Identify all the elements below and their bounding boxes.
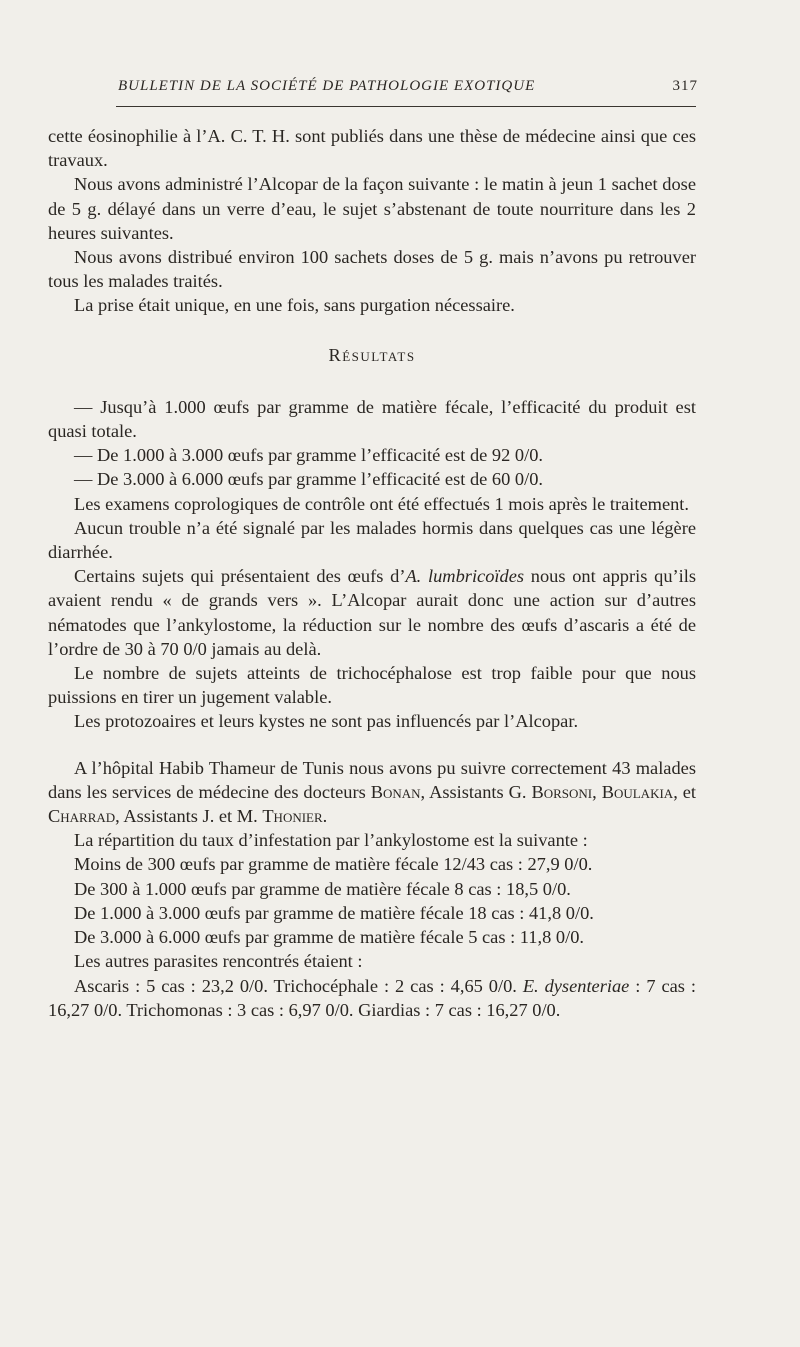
species-name: A. lumbricoïdes bbox=[405, 566, 525, 587]
text-run: : 7 cas : 16,27 0/0. Trichomonas : 3 cas : 6,97 0/0. Giardias : 7 cas : 16,27 0/0. bbox=[48, 975, 696, 1020]
species-name: E. dysenteriae bbox=[522, 975, 630, 996]
paragraph: Le nombre de sujets atteints de trichocéphalose est trop faible pour que nous puissions en tirer un jugement valable. bbox=[48, 663, 696, 708]
result-item: — De 1.000 à 3.000 œufs par gramme l’efficacité est de 92 0/0. bbox=[74, 445, 543, 466]
paragraph: La prise était unique, en une fois, sans purgation nécessaire. bbox=[74, 295, 515, 316]
paragraph: cette éosinophilie à l’A. C. T. H. sont publiés dans une thèse de médecine ainsi que ces travaux. bbox=[48, 126, 696, 171]
person-name: Borsoni bbox=[531, 781, 593, 802]
paragraph bbox=[48, 756, 696, 829]
result-item: — Jusqu’à 1.000 œufs par gramme de matière fécale, l’efficacité du produit est quasi totale. bbox=[48, 396, 696, 442]
page-number: 317 bbox=[672, 78, 698, 94]
distribution-item: De 3.000 à 6.000 œufs par gramme de matière fécale 5 cas : 11,8 0/0. bbox=[74, 927, 584, 948]
paragraph bbox=[48, 974, 696, 1022]
paragraph: Les autres parasites rencontrés étaient : bbox=[74, 951, 363, 972]
paragraph: Les protozoaires et leurs kystes ne sont pas influencés par l’Alcopar. bbox=[74, 711, 579, 732]
section-heading: Résultats bbox=[328, 344, 416, 365]
text-run: A l’hôpital Habib Thameur de Tunis nous avons pu suivre correctement 43 malades dans les services de médecine des docteurs bbox=[48, 757, 696, 802]
person-name: Thonier bbox=[262, 806, 323, 827]
distribution-item: De 1.000 à 3.000 œufs par gramme de matière fécale 18 cas : 41,8 0/0. bbox=[74, 902, 594, 923]
body-text bbox=[48, 124, 696, 1022]
header-rule bbox=[116, 106, 696, 107]
paragraph: Les examens coprologiques de contrôle ont été effectués 1 mois après le traitement. bbox=[74, 493, 690, 514]
distribution-item: Moins de 300 œufs par gramme de matière fécale 12/43 cas : 27,9 0/0. bbox=[74, 854, 593, 875]
result-item: — De 3.000 à 6.000 œufs par gramme l’efficacité est de 60 0/0. bbox=[74, 469, 543, 490]
paragraph bbox=[48, 564, 696, 661]
text-run: , Assistants J. et M. bbox=[115, 806, 263, 827]
paragraph: Nous avons distribué environ 100 sachets doses de 5 g. mais n’avons pu retrouver tous les malades traités. bbox=[48, 247, 696, 292]
person-name: Bonan bbox=[370, 781, 421, 802]
paragraph: Nous avons administré l’Alcopar de la façon suivante : le matin à jeun 1 sachet dose de 5 g. délayé dans un verre d’eau, le sujet s’abstenant de toute nourriture dans les 2 heures suivantes. bbox=[48, 174, 696, 243]
person-name: Boulakia bbox=[601, 781, 674, 802]
text-run: Ascaris : 5 cas : 23,2 0/0. Trichocéphale : 2 cas : 4,65 0/0. bbox=[74, 975, 523, 996]
paragraph: La répartition du taux d’infestation par l’ankylostome est la suivante : bbox=[74, 830, 588, 851]
text-run: . bbox=[322, 806, 328, 827]
running-header bbox=[118, 78, 698, 95]
paragraph-gap bbox=[48, 734, 696, 756]
paragraph: Aucun trouble n’a été signalé par les malades hormis dans quelques cas une légère diarrhée. bbox=[48, 517, 696, 563]
distribution-item: De 300 à 1.000 œufs par gramme de matière fécale 8 cas : 18,5 0/0. bbox=[74, 878, 571, 899]
running-title: BULLETIN DE LA SOCIÉTÉ DE PATHOLOGIE EXOTIQUE bbox=[118, 78, 536, 94]
text-run: , Assistants G. bbox=[420, 781, 532, 802]
text-run: , bbox=[592, 781, 602, 802]
text-run: Certains sujets qui présentaient des œufs d’ bbox=[74, 566, 406, 587]
text-run: nous ont appris qu’ils avaient rendu « de grands vers ». L’Alcopar aurait donc une action sur d’autres nématodes que l’ankylostome, la réduction sur le nombre des œufs d’ascaris a été de l’ordre de 30 à 70 0/0 jamais au delà. bbox=[48, 566, 697, 659]
text-run: , et bbox=[673, 781, 697, 802]
person-name: Charrad bbox=[48, 806, 116, 827]
